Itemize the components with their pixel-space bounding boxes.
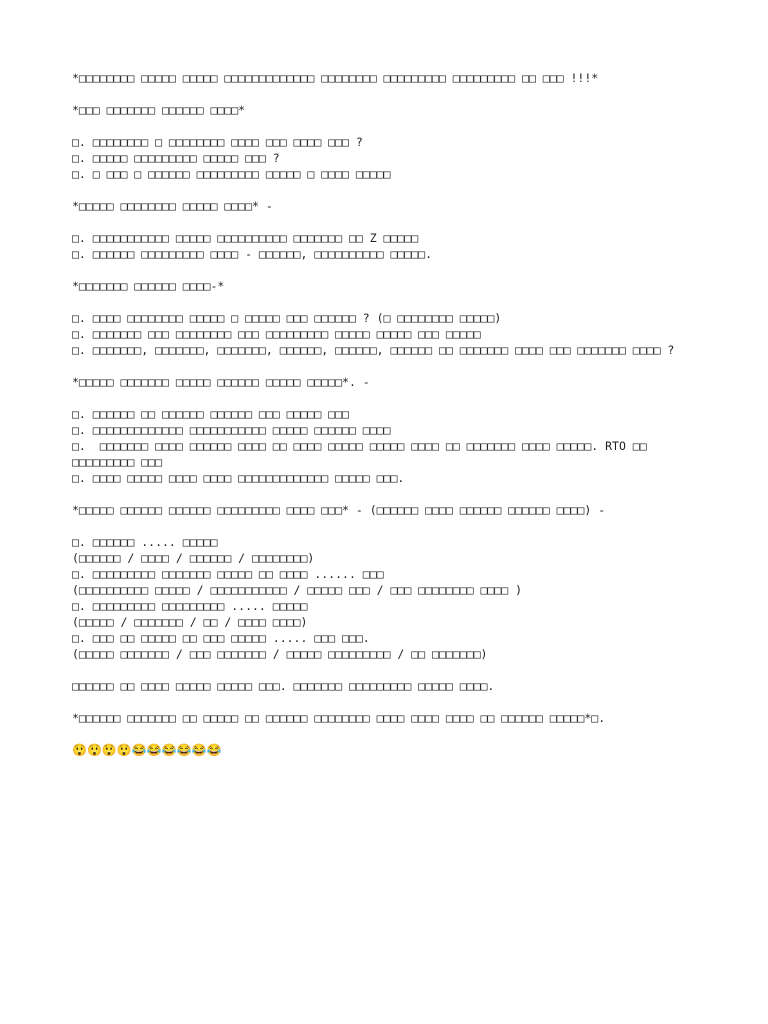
section-2-item: □. □□□□□□□□□□□ □□□□□ □□□□□□□□□□ □□□□□□□ □□ Z □□□□□ (72, 231, 419, 245)
section-5-item: (□□□□□ / □□□□□□□ / □□ / □□□□ □□□□) (72, 615, 308, 629)
section-3-item: □. □□□□□□□, □□□□□□□, □□□□□□□, □□□□□□, □□□□□□, □□□□□□ □□ □□□□□□□ □□□□ □□□ □□□□□□□ □□□□ ? (72, 343, 675, 357)
section-1-list (72, 134, 712, 182)
section-5-item: □. □□□ □□ □□□□□ □□ □□□ □□□□□ ..... □□□ □□□. (72, 631, 370, 645)
section-5-item: □. □□□□□□□□□ □□□□□□□□□ ..... □□□□□ (72, 599, 308, 613)
section-3-item: □. □□□□□□□ □□□ □□□□□□□□ □□□ □□□□□□□□□ □□□□□ □□□□□ □□□ □□□□□ (72, 327, 481, 341)
section-4-item: □. □□□□ □□□□□ □□□□ □□□□ □□□□□□□□□□□□□ □□□□□ □□□. (72, 471, 405, 485)
closing-paragraph: □□□□□□ □□ □□□□ □□□□□ □□□□□ □□□. □□□□□□□ □□□□□□□□□ □□□□□ □□□□. (72, 679, 495, 693)
section-5-item: □. □□□□□□ ..... □□□□□ (72, 535, 218, 549)
section-5-item: □. □□□□□□□□□ □□□□□□□ □□□□□ □□ □□□□ ...... □□□ (72, 567, 384, 581)
section-4-item: □. □□□□□□ □□ □□□□□□ □□□□□□ □□□ □□□□□ □□□ (72, 407, 349, 421)
document-page (72, 70, 712, 758)
section-2-item: □. □□□□□□ □□□□□□□□□ □□□□ - □□□□□□, □□□□□□□□□□ □□□□□. (72, 247, 433, 261)
section-3-item: □. □□□□ □□□□□□□□ □□□□□ □ □□□□□ □□□ □□□□□□ ? (□ □□□□□□□□ □□□□□) (72, 311, 502, 325)
document-title: *□□□□□□□□ □□□□□ □□□□□ □□□□□□□□□□□□□ □□□□□□□□ □□□□□□□□□ □□□□□□□□□ □□ □□□ !!!* (72, 71, 599, 85)
footer-paragraph: *□□□□□□ □□□□□□□ □□ □□□□□ □□ □□□□□□ □□□□□□□□ □□□□ □□□□ □□□□ □□ □□□□□□ □□□□□*□. (72, 711, 606, 725)
section-2-heading: *□□□□□ □□□□□□□□ □□□□□ □□□□* - (72, 199, 273, 213)
section-4-heading: *□□□□□ □□□□□□□ □□□□□ □□□□□□ □□□□□ □□□□□*. - (72, 375, 370, 389)
section-5-item: (□□□□□□□□□□ □□□□□ / □□□□□□□□□□□ / □□□□□ □□□ / □□□ □□□□□□□□ □□□□ ) (72, 583, 523, 597)
section-1-item: □. □□□□□□□□ □ □□□□□□□□ □□□□ □□□ □□□□ □□□ ? (72, 135, 363, 149)
section-5-list (72, 534, 712, 662)
section-2-list (72, 230, 712, 262)
section-1-heading: *□□□ □□□□□□□ □□□□□□ □□□□* (72, 103, 246, 117)
emoji-row: 😲😲😲😲😂😂😂😂😂😂 (72, 743, 222, 757)
section-3-heading: *□□□□□□□ □□□□□□ □□□□-* (72, 279, 225, 293)
section-5-heading: *□□□□□ □□□□□□ □□□□□□ □□□□□□□□□ □□□□ □□□* - (□□□□□□ □□□□ □□□□□□ □□□□□□ □□□□) - (72, 503, 606, 517)
section-1-item: □. □ □□□ □ □□□□□□ □□□□□□□□□ □□□□□ □ □□□□ □□□□□ (72, 167, 391, 181)
section-5-item: (□□□□□ □□□□□□□ / □□□ □□□□□□□ / □□□□□ □□□□□□□□□ / □□ □□□□□□□) (72, 647, 488, 661)
section-1-item: □. □□□□□ □□□□□□□□□ □□□□□ □□□ ? (72, 151, 280, 165)
section-4-list (72, 406, 712, 486)
section-3-list (72, 310, 712, 358)
section-4-item: □. □□□□□□□□□□□□□ □□□□□□□□□□□ □□□□□ □□□□□□ □□□□ (72, 423, 391, 437)
section-4-item: □. □□□□□□□ □□□□ □□□□□□ □□□□ □□ □□□□ □□□□□ □□□□□ □□□□ □□ □□□□□□□ □□□□ □□□□□. RTO □□ □□□□□□□□□ □□□ (72, 439, 654, 469)
section-5-item: (□□□□□□ / □□□□ / □□□□□□ / □□□□□□□□) (72, 551, 315, 565)
